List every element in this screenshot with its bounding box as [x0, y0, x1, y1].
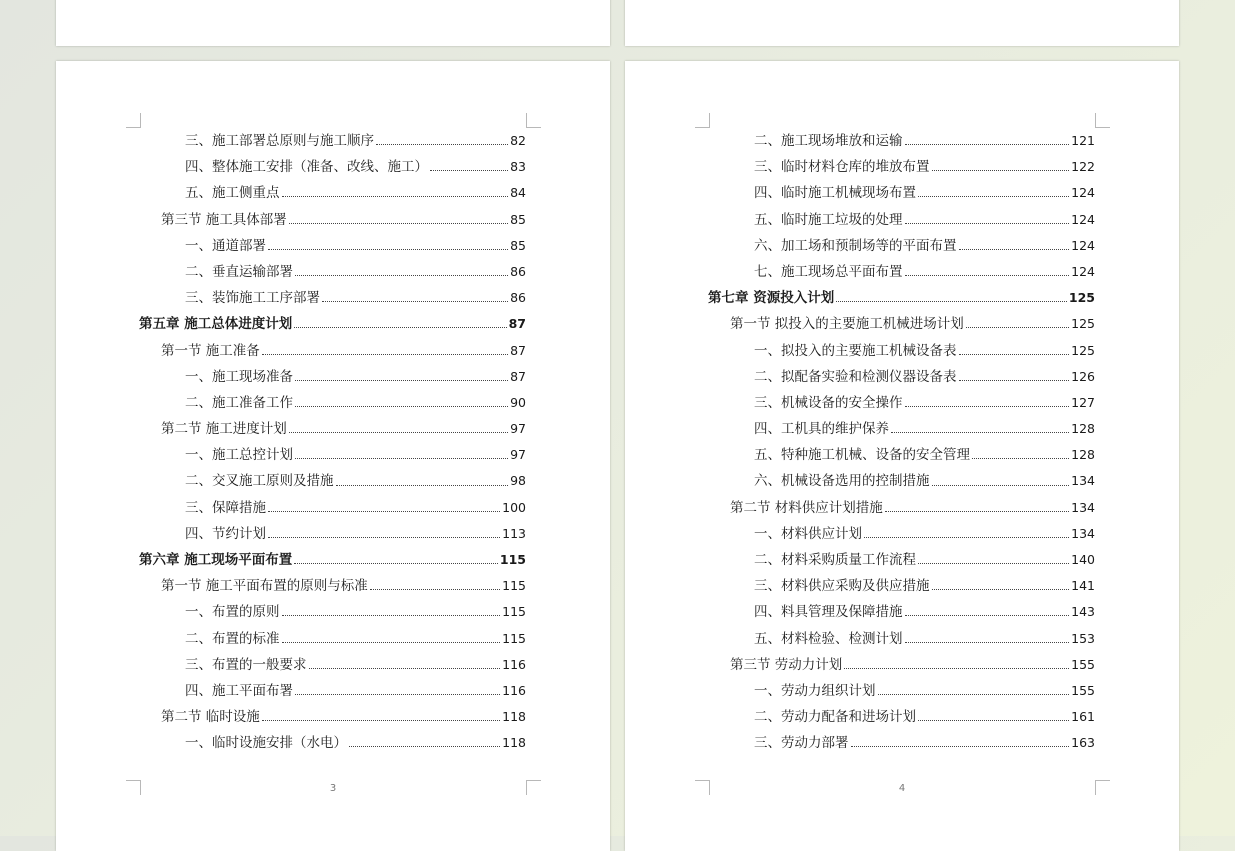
toc-item-entry[interactable] — [708, 390, 1095, 416]
toc-item-entry[interactable] — [708, 233, 1095, 259]
toc-entry-title: 三、装饰施工工序部署 — [185, 290, 320, 307]
toc-entry-title: 五、材料检验、检测计划 — [754, 630, 903, 647]
toc-item-entry[interactable] — [139, 599, 526, 625]
toc-entry-page-number: 128 — [1071, 421, 1095, 437]
toc-entry-page-number: 153 — [1071, 630, 1095, 646]
toc-section-entry[interactable] — [139, 338, 526, 364]
dot-leader — [959, 379, 1070, 381]
toc-entry-page-number: 125 — [1071, 342, 1095, 358]
toc-entry-page-number: 100 — [502, 499, 526, 515]
toc-entry-title: 三、布置的一般要求 — [185, 656, 307, 673]
toc-item-entry[interactable] — [708, 678, 1095, 704]
dot-leader — [289, 222, 508, 224]
toc-entry-page-number: 84 — [510, 185, 526, 201]
toc-entry-title: 六、加工场和预制场等的平面布置 — [754, 237, 957, 254]
toc-entry-page-number: 125 — [1071, 316, 1095, 332]
previous-page-right — [625, 0, 1179, 46]
toc-entry-page-number: 128 — [1071, 447, 1095, 463]
toc-entry-title: 五、特种施工机械、设备的安全管理 — [754, 447, 970, 464]
toc-section-entry[interactable] — [708, 495, 1095, 521]
toc-item-entry[interactable] — [139, 652, 526, 678]
margin-corner-mark — [526, 113, 541, 128]
toc-item-entry[interactable] — [139, 233, 526, 259]
toc-item-entry[interactable] — [139, 678, 526, 704]
toc-item-entry[interactable] — [708, 442, 1095, 468]
toc-entry-page-number: 115 — [502, 578, 526, 594]
toc-entry-title: 第三节 劳动力计划 — [730, 656, 843, 673]
dot-leader — [864, 536, 1069, 538]
toc-item-entry[interactable] — [139, 128, 526, 154]
dot-leader — [268, 248, 508, 250]
toc-entry-title: 一、施工总控计划 — [185, 447, 293, 464]
dot-leader — [282, 195, 509, 197]
toc-entry-page-number: 86 — [510, 290, 526, 306]
toc-item-entry[interactable] — [708, 259, 1095, 285]
toc-entry-title: 第五章 施工总体进度计划 — [139, 316, 293, 333]
toc-entry-title: 第一节 施工准备 — [161, 342, 260, 359]
toc-entry-title: 六、机械设备选用的控制措施 — [754, 473, 930, 490]
toc-entry-title: 第一节 拟投入的主要施工机械进场计划 — [730, 316, 964, 333]
toc-chapter-entry[interactable] — [708, 285, 1095, 311]
dot-leader — [905, 274, 1070, 276]
toc-entry-title: 三、机械设备的安全操作 — [754, 394, 903, 411]
toc-entry-page-number: 115 — [502, 604, 526, 620]
dot-leader — [932, 169, 1070, 171]
toc-section-entry[interactable] — [139, 207, 526, 233]
toc-entry-title: 三、劳动力部署 — [754, 735, 849, 752]
toc-entry-page-number: 82 — [510, 133, 526, 148]
toc-item-entry[interactable] — [139, 285, 526, 311]
toc-entry-title: 二、垂直运输部署 — [185, 263, 293, 280]
toc-item-entry[interactable] — [139, 180, 526, 206]
toc-entry-title: 第二节 临时设施 — [161, 709, 260, 726]
toc-entry-page-number: 134 — [1071, 473, 1095, 489]
toc-entry-page-number: 90 — [510, 394, 526, 410]
toc-entry-page-number: 124 — [1071, 263, 1095, 279]
toc-entry-page-number: 113 — [502, 525, 526, 541]
toc-entry-title: 一、布置的原则 — [185, 604, 280, 621]
toc-entry-page-number: 127 — [1071, 394, 1095, 410]
toc-entry-page-number: 118 — [502, 709, 526, 725]
dot-leader — [966, 326, 1069, 328]
dot-leader — [295, 379, 508, 381]
dot-leader — [295, 457, 508, 459]
toc-entry-page-number: 161 — [1071, 709, 1095, 725]
toc-entry-page-number: 143 — [1071, 604, 1095, 620]
toc-chapter-entry[interactable] — [139, 311, 526, 337]
toc-item-entry[interactable] — [708, 704, 1095, 730]
toc-entry-title: 二、劳动力配备和进场计划 — [754, 709, 916, 726]
toc-entry-title: 四、临时施工机械现场布置 — [754, 185, 916, 202]
toc-entry-page-number: 98 — [510, 473, 526, 489]
dot-leader — [309, 667, 501, 669]
document-page-4 — [625, 61, 1179, 851]
toc-entry-title: 一、临时设施安排（水电） — [185, 735, 347, 752]
toc-entry-title: 一、施工现场准备 — [185, 368, 293, 385]
dot-leader — [878, 693, 1070, 695]
toc-entry-title: 第二节 材料供应计划措施 — [730, 499, 883, 516]
toc-entry-title: 七、施工现场总平面布置 — [754, 263, 903, 280]
toc-item-entry[interactable] — [139, 364, 526, 390]
dot-leader — [891, 431, 1069, 433]
dot-leader — [268, 536, 500, 538]
toc-entry-title: 二、拟配备实验和检测仪器设备表 — [754, 368, 957, 385]
toc-entry-title: 四、节约计划 — [185, 525, 266, 542]
toc-item-entry[interactable] — [139, 259, 526, 285]
toc-entry-title: 第二节 施工进度计划 — [161, 421, 287, 438]
dot-leader — [932, 484, 1070, 486]
toc-entry-page-number: 163 — [1071, 735, 1095, 751]
toc-entry-page-number: 124 — [1071, 185, 1095, 201]
toc-item-entry[interactable] — [139, 468, 526, 494]
toc-entry-title: 三、施工部署总原则与施工顺序 — [185, 133, 374, 149]
toc-section-entry[interactable] — [139, 573, 526, 599]
toc-entry-page-number: 126 — [1071, 368, 1095, 384]
toc-item-entry[interactable] — [139, 442, 526, 468]
toc-entry-title: 二、施工准备工作 — [185, 394, 293, 411]
toc-entry-title: 一、通道部署 — [185, 237, 266, 254]
toc-entry-title: 五、临时施工垃圾的处理 — [754, 211, 903, 228]
toc-entry-page-number: 87 — [510, 342, 526, 358]
toc-entry-page-number: 155 — [1071, 656, 1095, 672]
toc-entry-title: 第六章 施工现场平面布置 — [139, 552, 293, 568]
dot-leader — [349, 745, 500, 747]
dot-leader — [295, 405, 508, 407]
toc-entry-page-number: 121 — [1071, 133, 1095, 148]
dot-leader — [336, 484, 509, 486]
toc-item-entry[interactable] — [708, 207, 1095, 233]
toc-entry-page-number: 124 — [1071, 211, 1095, 227]
toc-entry-page-number: 125 — [1068, 290, 1095, 306]
toc-entry-page-number: 155 — [1071, 682, 1095, 698]
toc-item-entry[interactable] — [708, 730, 1095, 756]
toc-entry-title: 第一节 施工平面布置的原则与标准 — [161, 578, 368, 595]
toc-entry-title: 三、临时材料仓库的堆放布置 — [754, 159, 930, 176]
toc-item-entry[interactable] — [139, 730, 526, 756]
dot-leader — [295, 693, 500, 695]
toc-entry-title: 三、材料供应采购及供应措施 — [754, 578, 930, 595]
table-of-contents — [139, 128, 526, 757]
toc-item-entry[interactable] — [139, 390, 526, 416]
margin-corner-mark — [695, 113, 710, 128]
toc-entry-title: 二、材料采购质量工作流程 — [754, 552, 916, 568]
toc-entry-page-number: 118 — [502, 735, 526, 751]
dot-leader — [289, 431, 508, 433]
dot-leader — [918, 195, 1069, 197]
toc-section-entry[interactable] — [139, 704, 526, 730]
toc-entry-page-number: 134 — [1071, 499, 1095, 515]
dot-leader — [370, 588, 500, 590]
toc-item-entry[interactable] — [139, 626, 526, 652]
dot-leader — [262, 353, 508, 355]
toc-entry-title: 三、保障措施 — [185, 499, 266, 516]
toc-entry-title: 四、整体施工安排（准备、改线、施工） — [185, 159, 428, 176]
dot-leader — [294, 562, 498, 564]
toc-entry-title: 第三节 施工具体部署 — [161, 211, 287, 228]
dot-leader — [918, 562, 1069, 564]
dot-leader — [851, 745, 1070, 747]
toc-entry-page-number: 87 — [510, 368, 526, 384]
page-number: 4 — [898, 783, 906, 794]
previous-page-left — [56, 0, 610, 46]
dot-leader — [322, 300, 508, 302]
toc-section-entry[interactable] — [139, 416, 526, 442]
dot-leader — [295, 274, 508, 276]
toc-entry-title: 四、施工平面布署 — [185, 682, 293, 699]
toc-item-entry[interactable] — [139, 154, 526, 180]
document-page-3 — [56, 61, 610, 851]
toc-entry-page-number: 87 — [508, 316, 526, 332]
toc-item-entry[interactable] — [708, 626, 1095, 652]
toc-entry-page-number: 97 — [510, 421, 526, 437]
dot-leader — [905, 641, 1070, 643]
toc-entry-title: 二、布置的标准 — [185, 630, 280, 647]
toc-entry-page-number: 86 — [510, 263, 526, 279]
toc-entry-page-number: 115 — [499, 552, 526, 567]
dot-leader — [282, 641, 501, 643]
dot-leader — [918, 719, 1069, 721]
dot-leader — [294, 326, 506, 328]
toc-section-entry[interactable] — [708, 652, 1095, 678]
toc-item-entry[interactable] — [708, 599, 1095, 625]
toc-item-entry[interactable] — [708, 416, 1095, 442]
toc-item-entry[interactable] — [708, 338, 1095, 364]
toc-item-entry[interactable] — [708, 521, 1095, 547]
toc-entry-title: 一、材料供应计划 — [754, 525, 862, 542]
toc-entry-page-number: 116 — [502, 682, 526, 698]
toc-entry-page-number: 85 — [510, 237, 526, 253]
toc-entry-title: 四、料具管理及保障措施 — [754, 604, 903, 621]
toc-item-entry[interactable] — [708, 573, 1095, 599]
dot-leader — [959, 353, 1070, 355]
toc-entry-page-number: 141 — [1071, 578, 1095, 594]
toc-entry-title: 二、施工现场堆放和运输 — [754, 133, 903, 149]
toc-entry-page-number: 85 — [510, 211, 526, 227]
toc-item-entry[interactable] — [708, 468, 1095, 494]
toc-entry-page-number: 97 — [510, 447, 526, 463]
dot-leader — [905, 143, 1070, 145]
dot-leader — [844, 667, 1069, 669]
dot-leader — [836, 300, 1067, 302]
page-number: 3 — [329, 783, 337, 794]
toc-entry-page-number: 122 — [1071, 159, 1095, 175]
dot-leader — [430, 169, 508, 171]
toc-item-entry[interactable] — [708, 364, 1095, 390]
dot-leader — [262, 719, 500, 721]
dot-leader — [905, 614, 1070, 616]
dot-leader — [932, 588, 1070, 590]
toc-item-entry[interactable] — [708, 547, 1095, 573]
dot-leader — [972, 457, 1069, 459]
toc-entry-page-number: 83 — [510, 159, 526, 175]
dot-leader — [905, 405, 1070, 407]
dot-leader — [905, 222, 1070, 224]
dot-leader — [959, 248, 1070, 250]
dot-leader — [885, 510, 1069, 512]
dot-leader — [268, 510, 500, 512]
toc-item-entry[interactable] — [708, 154, 1095, 180]
toc-item-entry[interactable] — [708, 180, 1095, 206]
dot-leader — [376, 143, 508, 145]
toc-entry-title: 四、工机具的维护保养 — [754, 421, 889, 438]
toc-entry-page-number: 134 — [1071, 525, 1095, 541]
toc-item-entry[interactable] — [139, 495, 526, 521]
toc-entry-page-number: 116 — [502, 656, 526, 672]
table-of-contents — [708, 128, 1095, 757]
toc-entry-title: 五、施工侧重点 — [185, 185, 280, 202]
toc-chapter-entry[interactable] — [139, 547, 526, 573]
toc-entry-title: 一、劳动力组织计划 — [754, 682, 876, 699]
toc-entry-title: 第七章 资源投入计划 — [708, 290, 835, 307]
margin-corner-mark — [126, 113, 141, 128]
toc-entry-page-number: 140 — [1071, 552, 1095, 567]
toc-section-entry[interactable] — [708, 311, 1095, 337]
toc-entry-page-number: 124 — [1071, 237, 1095, 253]
toc-entry-title: 二、交叉施工原则及措施 — [185, 473, 334, 490]
toc-item-entry[interactable] — [708, 128, 1095, 154]
toc-item-entry[interactable] — [139, 521, 526, 547]
margin-corner-mark — [1095, 113, 1110, 128]
toc-entry-page-number: 115 — [502, 630, 526, 646]
toc-entry-title: 一、拟投入的主要施工机械设备表 — [754, 342, 957, 359]
dot-leader — [282, 614, 501, 616]
